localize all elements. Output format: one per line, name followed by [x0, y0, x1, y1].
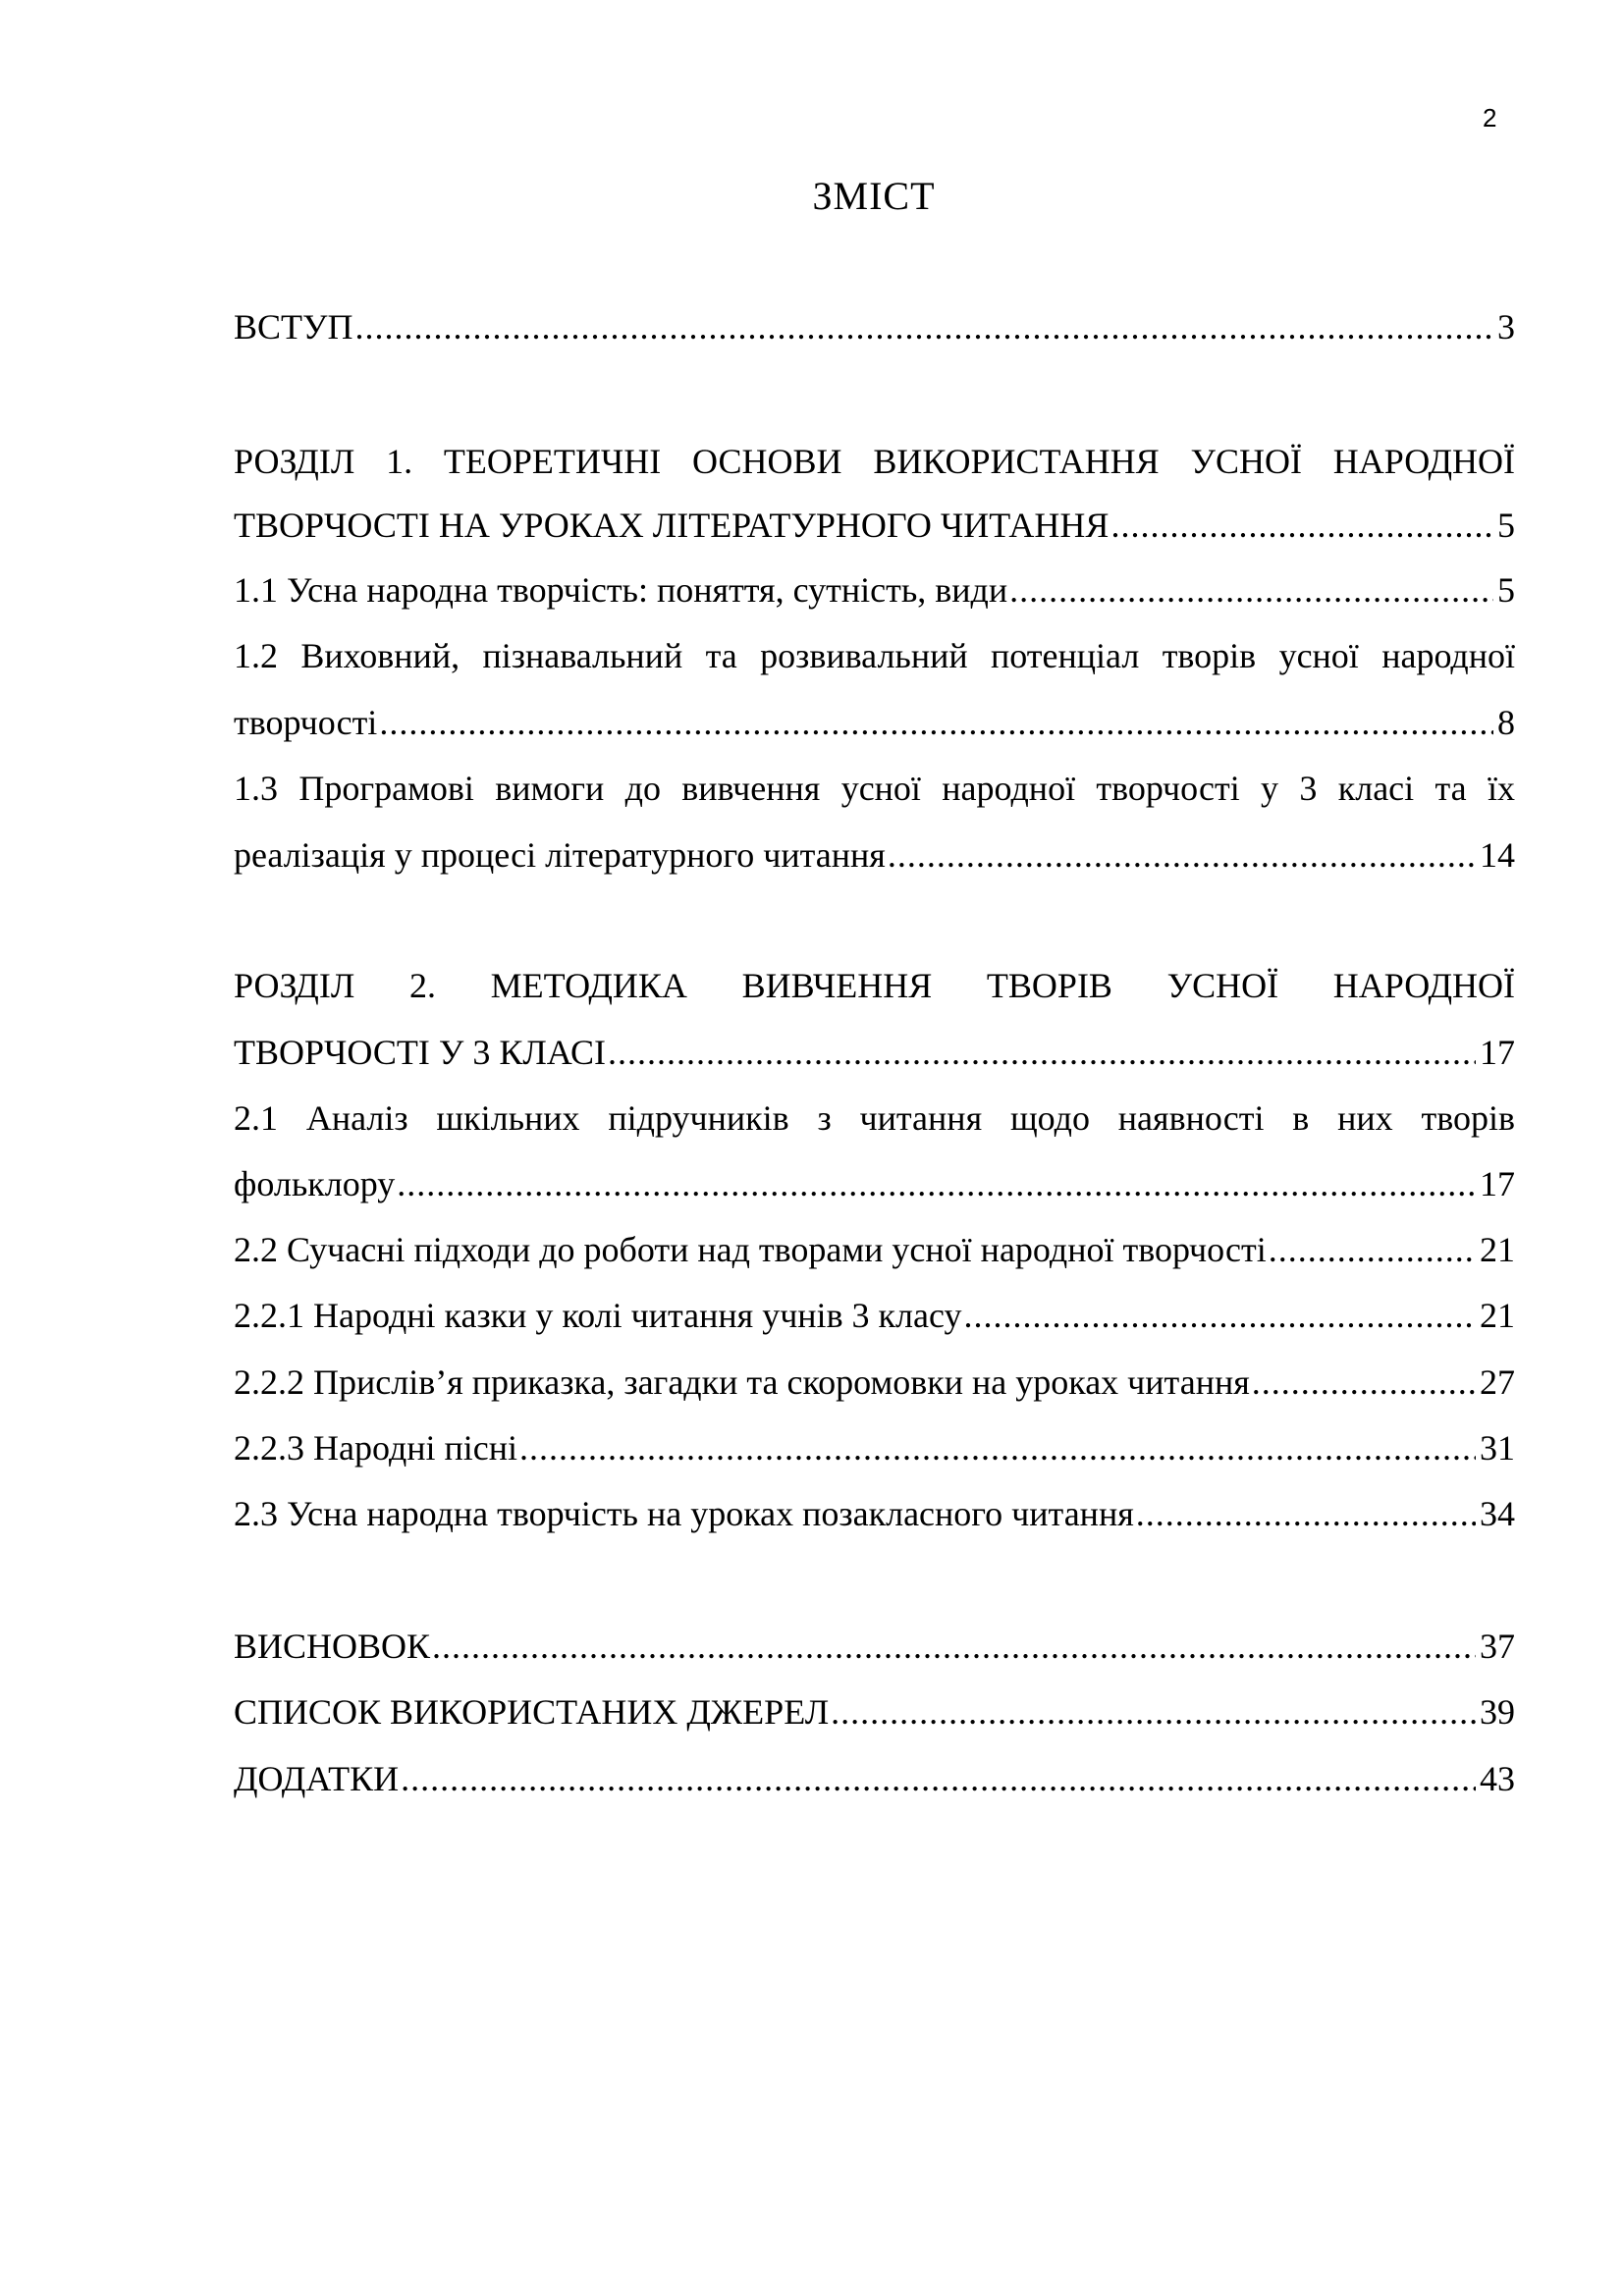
dot-leader — [355, 303, 1494, 350]
toc-entry-page: 3 — [1497, 307, 1515, 347]
dot-leader — [831, 1688, 1476, 1735]
toc-entry-title: 2.2.2 Прислів’я приказка, загадки та скоромовки на уроках читання — [234, 1362, 1250, 1402]
toc-entry-1-2-title: 1.2 Виховний, пізнавальний та розвивальний потенціал творів усної народної — [234, 636, 1515, 675]
toc-entry-title: ТВОРЧОСТІ НА УРОКАХ ЛІТЕРАТУРНОГО ЧИТАННЯ — [234, 506, 1110, 545]
toc-entry-title: фольклору — [234, 1164, 396, 1203]
toc-entry-chapter-2 — [234, 1029, 1515, 1076]
toc-entry-chapter-1 — [234, 502, 1515, 549]
toc-entry-2-2-1 — [234, 1292, 1515, 1339]
toc-entry-page: 21 — [1480, 1230, 1515, 1269]
toc-entry-page: 17 — [1480, 1033, 1515, 1072]
toc-entry-title: СПИСОК ВИКОРИСТАНИХ ДЖЕРЕЛ — [234, 1692, 830, 1732]
toc-entry-page: 5 — [1497, 506, 1515, 545]
toc-entry-title: ВСТУП — [234, 307, 353, 347]
toc-entry-intro — [234, 303, 1515, 350]
toc-entry-2-2-3 — [234, 1424, 1515, 1471]
toc-entry-1-2 — [234, 699, 1515, 746]
toc-entry-page: 8 — [1497, 703, 1515, 742]
toc-entry-1-3 — [234, 831, 1515, 879]
dot-leader — [379, 699, 1493, 746]
dot-leader — [519, 1424, 1476, 1471]
dot-leader — [608, 1029, 1476, 1076]
toc-entry-2-1 — [234, 1160, 1515, 1207]
toc-entry-title: ВИСНОВОК — [234, 1627, 431, 1666]
toc-entry-2-1-title: 2.1 Аналіз шкільних підручників з читання щодо наявності в них творів — [234, 1098, 1515, 1138]
dot-leader — [432, 1623, 1476, 1670]
dot-leader — [1252, 1359, 1476, 1406]
toc-entry-page: 5 — [1497, 570, 1515, 610]
dot-leader — [1009, 566, 1493, 614]
toc-entry-page: 34 — [1480, 1494, 1515, 1533]
dot-leader — [964, 1292, 1477, 1339]
toc-entry-title: 2.2.3 Народні пісні — [234, 1428, 518, 1468]
toc-entry-title: творчості — [234, 703, 378, 742]
dot-leader — [1110, 502, 1493, 549]
toc-entry-page: 39 — [1480, 1692, 1515, 1732]
toc-entry-title: ТВОРЧОСТІ У 3 КЛАСІ — [234, 1033, 606, 1072]
toc-entry-title: 2.3 Усна народна творчість на уроках позакласного читання — [234, 1494, 1134, 1533]
toc-entry-2-3 — [234, 1490, 1515, 1537]
toc-entry-1-1 — [234, 566, 1515, 614]
toc-entry-references — [234, 1688, 1515, 1735]
dot-leader — [401, 1755, 1476, 1802]
toc-entry-page: 37 — [1480, 1627, 1515, 1666]
toc-entry-1-3-title: 1.3 Програмові вимоги до вивчення усної народної творчості у 3 класі та їх — [234, 769, 1515, 808]
toc-entry-appendices — [234, 1755, 1515, 1802]
toc-entry-2-2 — [234, 1226, 1515, 1273]
page-number: 2 — [1483, 103, 1497, 133]
toc-entry-page: 43 — [1480, 1759, 1515, 1798]
toc-title: ЗМІСТ — [812, 174, 936, 218]
dot-leader — [888, 831, 1476, 879]
toc-entry-2-2-2 — [234, 1359, 1515, 1406]
toc-entry-title: 2.2.1 Народні казки у колі читання учнів 3 класу — [234, 1296, 962, 1335]
toc-entry-page: 17 — [1480, 1164, 1515, 1203]
toc-entry-conclusion — [234, 1623, 1515, 1670]
toc-entry-title: 2.2 Сучасні підходи до роботи над творами усної народної творчості — [234, 1230, 1267, 1269]
toc-entry-title: ДОДАТКИ — [234, 1759, 400, 1798]
toc-entry-title: 1.1 Усна народна творчість: поняття, сутність, види — [234, 570, 1008, 610]
toc-entry-title: реалізація у процесі літературного читання — [234, 835, 886, 875]
toc-entry-page: 21 — [1480, 1296, 1515, 1335]
dot-leader — [397, 1160, 1476, 1207]
toc-entry-page: 31 — [1480, 1428, 1515, 1468]
toc-chapter-2-title: РОЗДІЛ 2. МЕТОДИКА ВИВЧЕННЯ ТВОРІВ УСНОЇ НАРОДНОЇ — [234, 966, 1515, 1005]
toc-entry-page: 14 — [1480, 835, 1515, 875]
toc-chapter-1-title: РОЗДІЛ 1. ТЕОРЕТИЧНІ ОСНОВИ ВИКОРИСТАННЯ УСНОЇ НАРОДНОЇ — [234, 442, 1515, 481]
dot-leader — [1269, 1226, 1476, 1273]
dot-leader — [1136, 1490, 1476, 1537]
toc-entry-page: 27 — [1480, 1362, 1515, 1402]
